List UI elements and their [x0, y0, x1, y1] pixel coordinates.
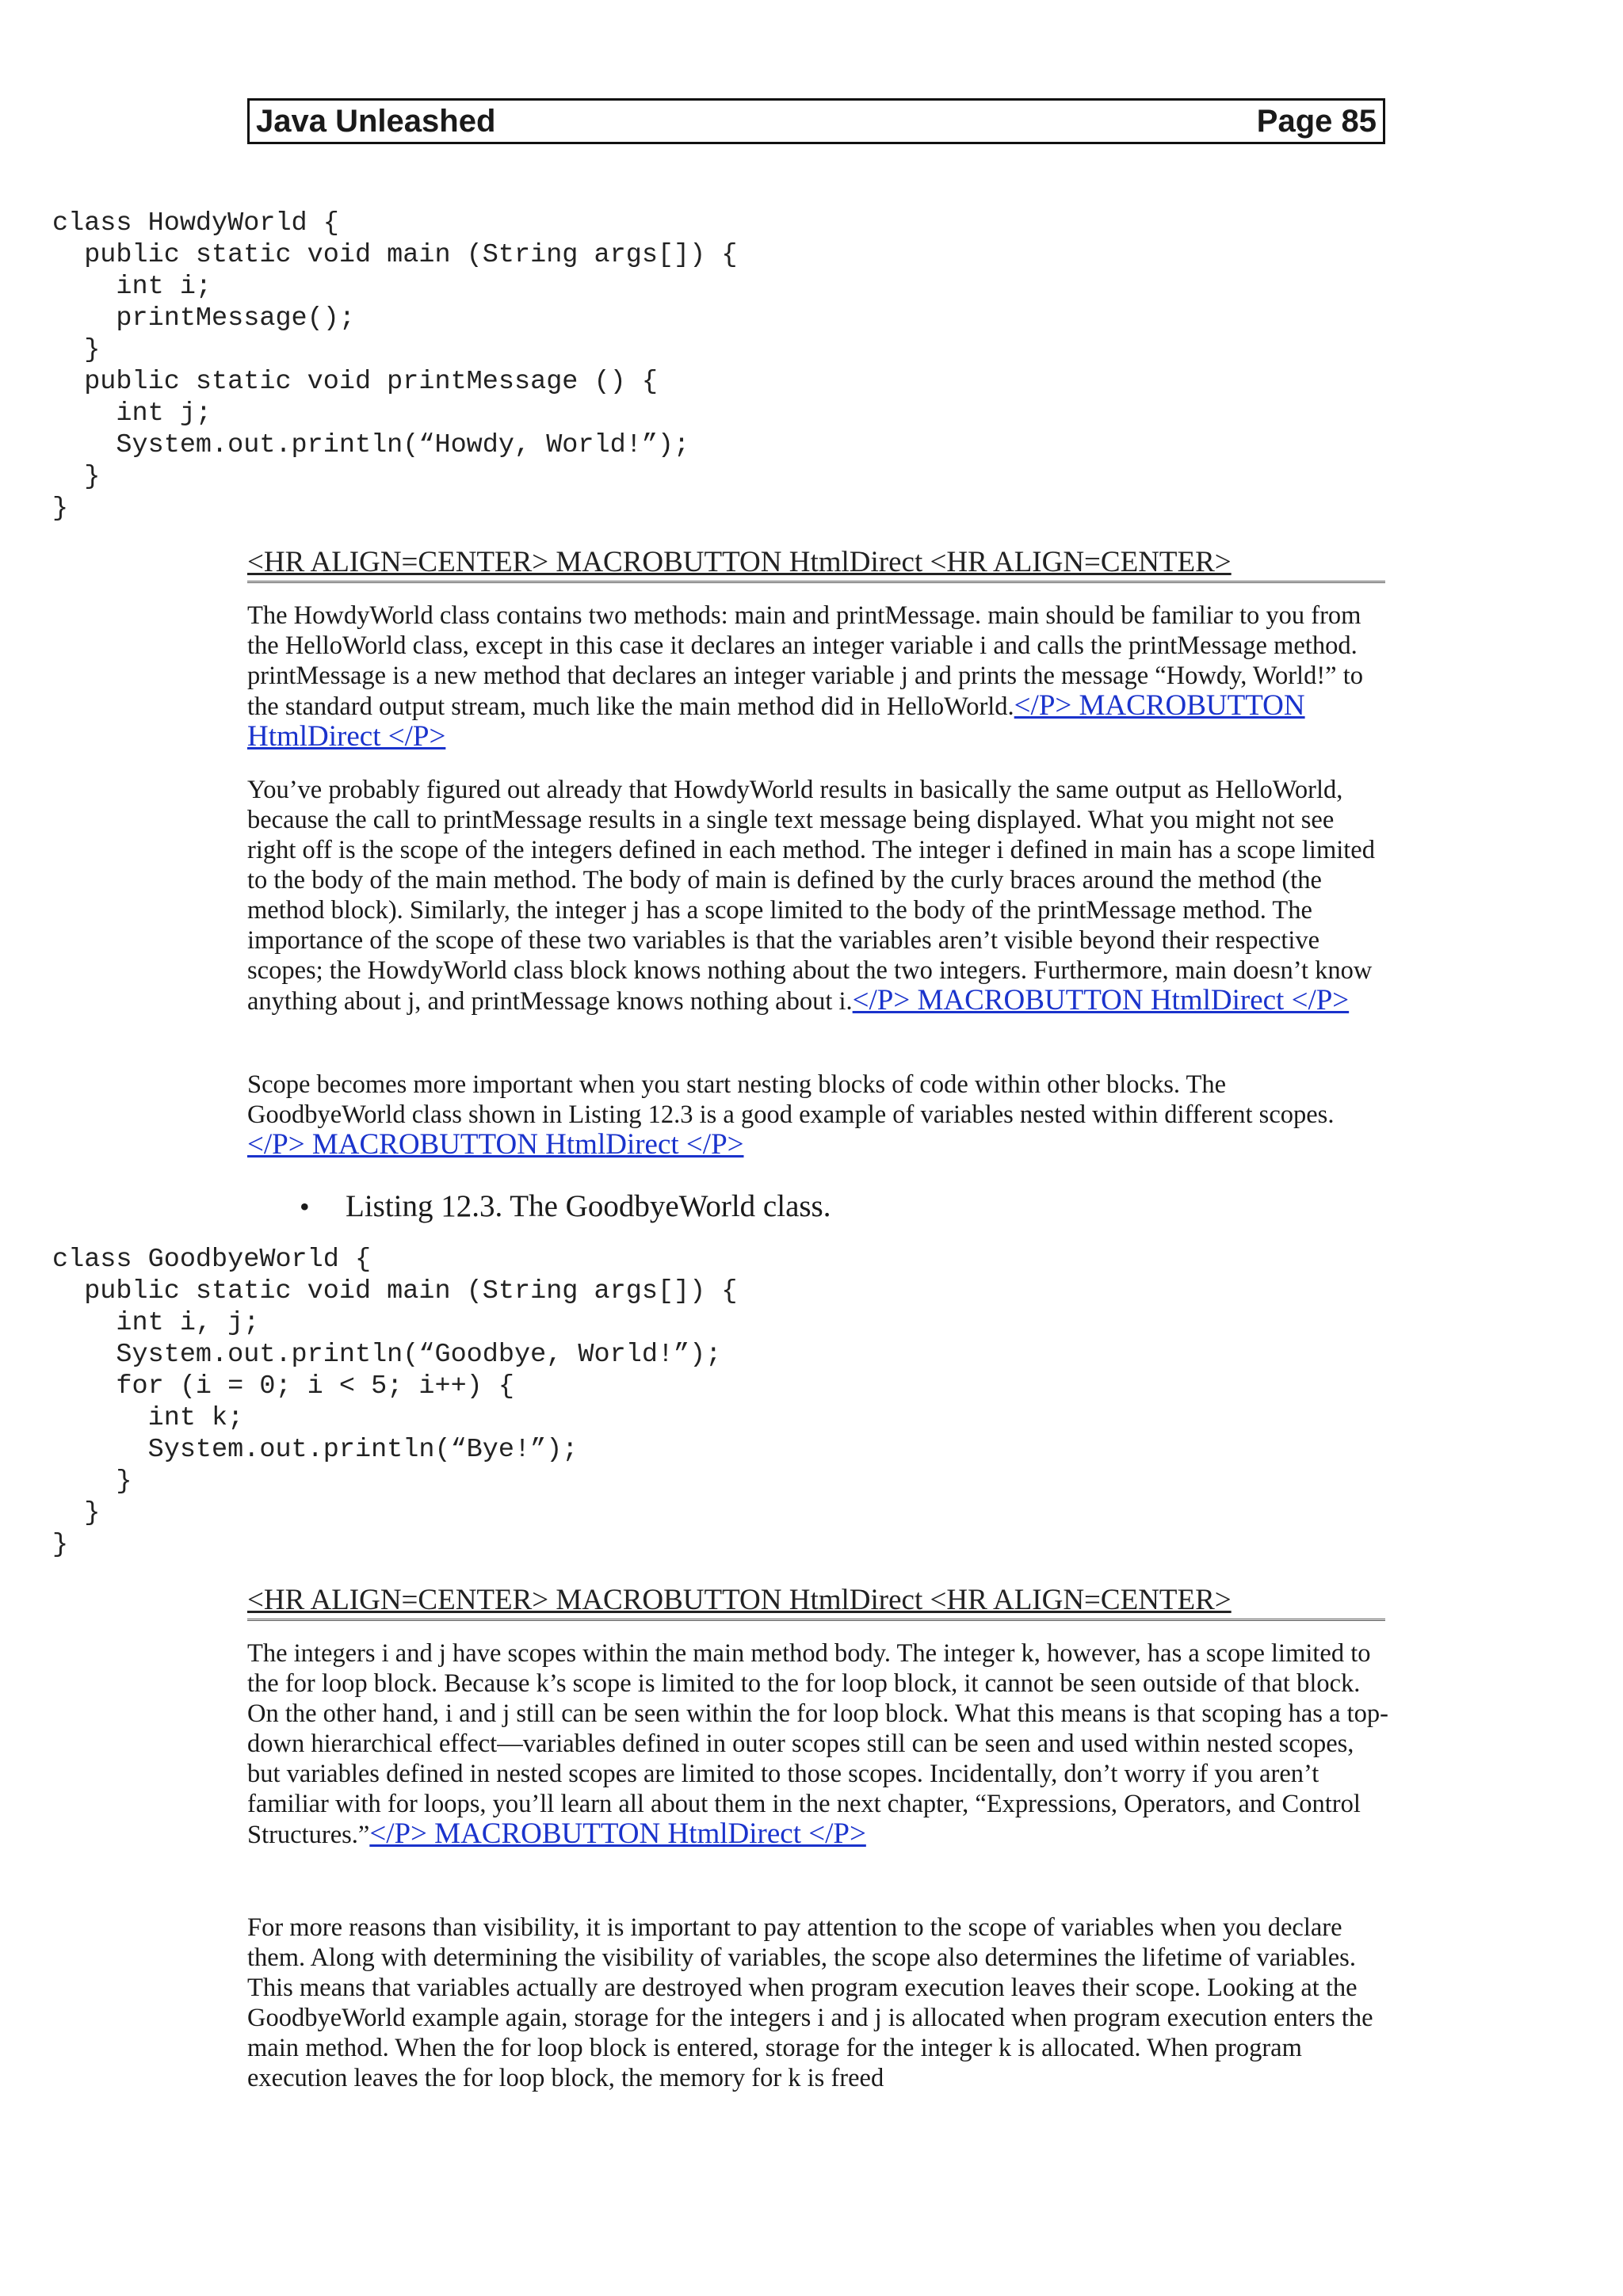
- paragraph-integer-scopes: [247, 1638, 1388, 1850]
- code-line: public static void printMessage () {: [52, 367, 658, 397]
- code-line: printMessage();: [52, 303, 355, 334]
- code-listing-howdyworld: [52, 208, 737, 524]
- code-line: int j;: [52, 399, 212, 429]
- code-line: public static void main (String args[]) {: [52, 240, 738, 270]
- macro-link[interactable]: </P> MACROBUTTON HtmlDirect </P>: [247, 689, 1305, 753]
- code-line: System.out.println(“Goodbye, World!”);: [52, 1340, 722, 1370]
- paragraph-text: Scope becomes more important when you start nesting blocks of code within other blocks. The GoodbyeWorld class shown in Listing 12.3 is a good example of variables nested within different scopes.: [247, 1070, 1335, 1129]
- code-line: int k;: [52, 1403, 244, 1433]
- listing-caption: [300, 1188, 831, 1225]
- paragraph-text: The integers i and j have scopes within the main method body. The integer k, however, has a scope limited to the for loop block. Because k’s scope is limited to the for loop block, it cannot be seen outside of that block. On the other hand, i and j still can be seen within the for loop block. What this means is that scoping has a top-down hierarchical effect—variables defined in outer scopes still can be seen and used within nested scopes, but variables defined in nested scopes are limited to those scopes. Incidentally, don’t worry if you aren’t familiar with for loops, you’ll learn all about them in the next chapter, “Expressions, Operators, and Control Structures.”: [247, 1639, 1388, 1849]
- listing-caption-text: Listing 12.3. The GoodbyeWorld class.: [346, 1189, 831, 1223]
- macro-link[interactable]: </P> MACROBUTTON HtmlDirect </P>: [852, 984, 1350, 1016]
- paragraph-text: For more reasons than visibility, it is important to pay attention to the scope of variables when you declare them. Along with determining the visibility of variables, the scope also determines the lifetime of variables. This means that variables actually are destroyed when program execution leaves their scope. Looking at the GoodbyeWorld example again, storage for the integers i and j is allocated when program execution enters the main method. When the for loop block is entered, storage for the integer k is allocated. When program execution leaves the for loop block, the memory for k is freed: [247, 1913, 1373, 2092]
- macro-link[interactable]: </P> MACROBUTTON HtmlDirect </P>: [247, 1128, 744, 1161]
- code-listing-goodbyeworld: [52, 1244, 737, 1561]
- paragraph-text: You’ve probably figured out already that HowdyWorld results in basically the same output as HelloWorld, because the call to printMessage results in a single text message being displayed. What you might not see right off is the scope of the integers defined in each method. The integer i defined in main has a scope limited to the body of the main method. The body of main is defined by the curly braces around the method (the method block). Similarly, the integer j has a scope limited to the body of the printMessage method. The importance of the scope of these two variables is that the variables aren’t visible beyond their respective scopes; the HowdyWorld class block knows nothing about the two integers. Furthermore, main doesn’t know anything about j, and printMessage knows nothing about i.: [247, 776, 1375, 1016]
- paragraph-nesting-blocks: [247, 1070, 1388, 1161]
- paragraph-variable-lifetime: [247, 1913, 1388, 2093]
- code-line: }: [52, 494, 69, 524]
- code-line: }: [52, 1498, 101, 1528]
- page-header: [247, 98, 1385, 144]
- bullet-icon: •: [300, 1191, 310, 1222]
- code-line: }: [52, 1530, 69, 1560]
- macro-link[interactable]: </P> MACROBUTTON HtmlDirect </P>: [369, 1817, 866, 1850]
- code-line: public static void main (String args[]) {: [52, 1276, 738, 1306]
- hr-macro-field: <HR ALIGN=CENTER> MACROBUTTON HtmlDirect <HR ALIGN=CENTER>: [247, 1583, 1385, 1618]
- code-line: }: [52, 462, 101, 492]
- paragraph-scope-explanation: [247, 775, 1388, 1016]
- code-line: }: [52, 335, 101, 365]
- code-line: int i, j;: [52, 1308, 260, 1338]
- paragraph-howdyworld-methods: [247, 601, 1388, 753]
- code-line: }: [52, 1466, 132, 1497]
- paragraph-text: The HowdyWorld class contains two methods: main and printMessage. main should be familiar to you from the HelloWorld class, except in this case it declares an integer variable i and calls the printMessage method. printMessage is a new method that declares an integer variable j and prints the message “Howdy, World!” to the standard output stream, much like the main method did in HelloWorld.: [247, 601, 1363, 721]
- page-number: Page 85: [1256, 103, 1377, 139]
- code-line: for (i = 0; i < 5; i++) {: [52, 1371, 514, 1402]
- code-line: int i;: [52, 272, 212, 302]
- code-line: class HowdyWorld {: [52, 208, 339, 238]
- book-title: Java Unleashed: [256, 103, 496, 139]
- code-line: System.out.println(“Howdy, World!”);: [52, 430, 690, 460]
- hr-macro-field: <HR ALIGN=CENTER> MACROBUTTON HtmlDirect <HR ALIGN=CENTER>: [247, 545, 1385, 580]
- code-line: class GoodbyeWorld {: [52, 1245, 372, 1275]
- code-line: System.out.println(“Bye!”);: [52, 1435, 579, 1465]
